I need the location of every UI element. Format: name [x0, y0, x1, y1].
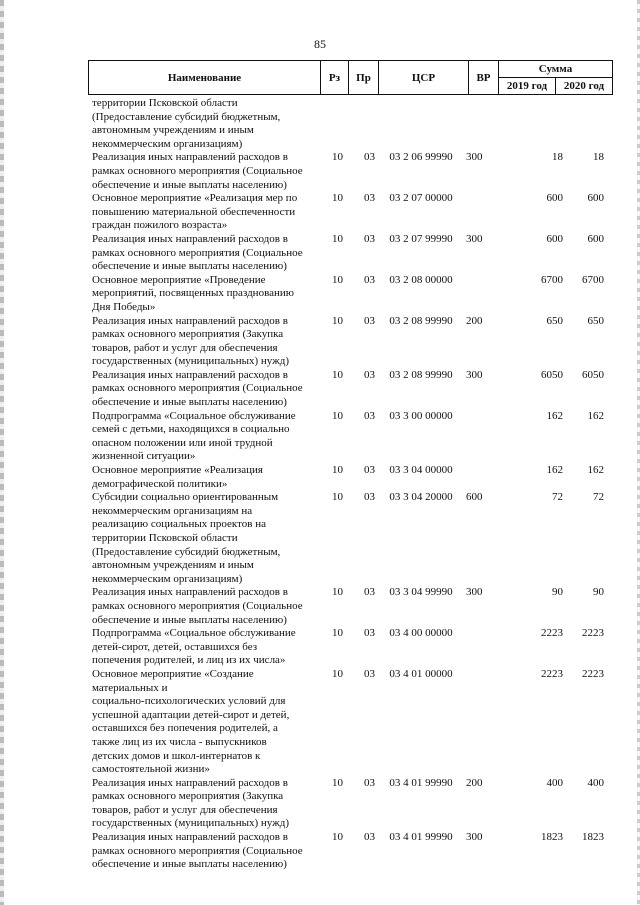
row-sum-2020: 1823	[582, 831, 604, 844]
row-name-line: Реализация иных направлений расходов в	[92, 368, 288, 381]
row-sum-2019: 18	[552, 151, 563, 164]
row-name-line: самостоятельной жизни»	[92, 763, 210, 776]
row-name	[92, 315, 318, 369]
row-name-line: Подпрограмма «Социальное обслуживание	[92, 627, 296, 640]
row-sum-2020: 90	[593, 586, 604, 599]
row-rz: 10	[332, 667, 343, 680]
row-pr: 03	[364, 831, 375, 844]
row-csr: 03 2 06 99990	[389, 151, 453, 164]
row-name	[92, 274, 318, 315]
table-row	[92, 831, 612, 872]
row-name-line: успешной адаптации детей-сирот и детей,	[92, 708, 290, 721]
row-name-line: некоммерческим организациям)	[92, 572, 243, 585]
row-rz: 10	[332, 314, 343, 327]
row-rz: 10	[332, 491, 343, 504]
row-name-line: Подпрограмма «Социальное обслуживание	[92, 409, 296, 422]
row-name-line: рамках основного мероприятия (Социальное	[92, 382, 303, 395]
row-csr: 03 3 04 00000	[389, 464, 453, 477]
row-name-line: Реализация иных направлений расходов в	[92, 776, 288, 789]
table-row	[92, 410, 612, 464]
table-row	[92, 192, 612, 233]
row-rz: 10	[332, 627, 343, 640]
row-name	[92, 369, 318, 410]
row-name-line: опасном положении или иной трудной	[92, 436, 273, 449]
row-csr: 03 2 08 00000	[389, 273, 453, 286]
row-name	[92, 151, 318, 192]
row-name-line: территории Псковской области	[92, 532, 238, 544]
table-row	[92, 315, 612, 369]
row-sum-2020: 162	[587, 409, 604, 422]
row-name-line: Реализация иных направлений расходов в	[92, 151, 288, 164]
row-name-line: Реализация иных направлений расходов в	[92, 314, 288, 327]
row-pr: 03	[364, 776, 375, 789]
row-vr: 300	[466, 368, 483, 381]
row-vr: 200	[466, 314, 483, 327]
row-name-line: рамках основного мероприятия (Социальное	[92, 844, 303, 857]
row-pr: 03	[364, 586, 375, 599]
row-name-line: государственных (муниципальных) нужд)	[92, 355, 289, 368]
row-name	[92, 586, 318, 627]
row-name	[92, 192, 318, 233]
row-sum-2019: 2223	[541, 667, 563, 680]
row-name-line: автономным учреждениям и иным	[92, 559, 254, 572]
row-name-line: обеспечение и иные выплаты населению)	[92, 396, 287, 409]
row-name-line: реализацию социальных проектов на	[92, 518, 266, 531]
row-pr: 03	[364, 627, 375, 640]
row-sum-2019: 6050	[541, 368, 563, 381]
row-sum-2020: 2223	[582, 627, 604, 640]
row-name-line: оставшихся без попечения родителей, а	[92, 722, 278, 735]
row-name	[92, 491, 318, 586]
header-year-2020: 2020 год	[556, 78, 613, 95]
row-name	[92, 777, 318, 831]
table-header	[88, 60, 612, 95]
row-sum-2020: 400	[587, 776, 604, 789]
row-csr: 03 3 04 20000	[389, 491, 453, 504]
row-name	[92, 831, 318, 872]
row-pr: 03	[364, 151, 375, 164]
row-name-line: детских домов и школ-интернатов к	[92, 749, 261, 762]
row-name	[92, 464, 318, 491]
table-row	[92, 274, 612, 315]
row-name-line: рамках основного мероприятия (Социальное	[92, 164, 303, 177]
row-rz: 10	[332, 409, 343, 422]
row-name-line: территории Псковской области	[92, 97, 238, 109]
row-pr: 03	[364, 273, 375, 286]
table-row	[92, 464, 612, 491]
row-name-line: Основное мероприятие «Проведение	[92, 273, 266, 286]
row-pr: 03	[364, 464, 375, 477]
scan-edge-left	[0, 0, 4, 905]
table-row	[92, 97, 612, 151]
row-pr: 03	[364, 314, 375, 327]
row-rz: 10	[332, 273, 343, 286]
row-name-line: также лиц из их числа - выпускников	[92, 735, 267, 748]
row-sum-2019: 162	[546, 464, 563, 477]
row-name-line: автономным учреждениям и иным	[92, 124, 254, 137]
row-name-line: Основное мероприятие «Создание	[92, 667, 254, 680]
table-body	[92, 97, 612, 872]
row-sum-2020: 600	[587, 192, 604, 205]
row-sum-2020: 6700	[582, 273, 604, 286]
row-name-line: Реализация иных направлений расходов в	[92, 586, 288, 599]
row-name	[92, 627, 318, 668]
header-pr: Пр	[349, 61, 379, 95]
row-name-line: повышению материальной обеспеченности	[92, 205, 296, 218]
row-sum-2019: 6700	[541, 273, 563, 286]
row-pr: 03	[364, 368, 375, 381]
page-number: 85	[314, 37, 326, 51]
row-name-line: Реализация иных направлений расходов в	[92, 232, 288, 245]
row-name-line: обеспечение и иные выплаты населению)	[92, 613, 287, 626]
row-name-line: государственных (муниципальных) нужд)	[92, 817, 289, 830]
row-rz: 10	[332, 586, 343, 599]
row-vr: 300	[466, 151, 483, 164]
row-name-line: детей-сирот, детей, оставшихся без	[92, 640, 258, 653]
row-csr: 03 2 08 99990	[389, 368, 453, 381]
row-sum-2019: 600	[546, 192, 563, 205]
header-csr: ЦСР	[379, 61, 469, 95]
row-sum-2019: 400	[546, 776, 563, 789]
header-rz: Рз	[321, 61, 349, 95]
row-csr: 03 4 01 99990	[389, 776, 453, 789]
header-year-2019: 2019 год	[499, 78, 556, 95]
row-rz: 10	[332, 368, 343, 381]
row-name-line: мероприятий, посвященных празднованию	[92, 287, 294, 300]
row-name	[92, 668, 318, 777]
table-row	[92, 668, 612, 777]
row-sum-2019: 1823	[541, 831, 563, 844]
row-name	[92, 97, 318, 151]
row-pr: 03	[364, 491, 375, 504]
row-name-line: Реализация иных направлений расходов в	[92, 831, 288, 844]
table-row	[92, 491, 612, 586]
row-sum-2019: 162	[546, 409, 563, 422]
row-pr: 03	[364, 409, 375, 422]
row-sum-2020: 6050	[582, 368, 604, 381]
row-name-line: социально-психологических условий для	[92, 695, 286, 708]
row-vr: 200	[466, 776, 483, 789]
row-vr: 300	[466, 232, 483, 245]
table-row	[92, 777, 612, 831]
row-sum-2020: 650	[587, 314, 604, 327]
row-pr: 03	[364, 667, 375, 680]
header-vr: ВР	[469, 61, 499, 95]
row-csr: 03 4 01 99990	[389, 831, 453, 844]
table-row	[92, 627, 612, 668]
row-sum-2019: 72	[552, 491, 563, 504]
row-name-line: Основное мероприятие «Реализация мер по	[92, 192, 298, 205]
row-vr: 600	[466, 491, 483, 504]
row-rz: 10	[332, 192, 343, 205]
row-name-line: Дня Победы»	[92, 300, 156, 313]
row-csr: 03 4 01 00000	[389, 667, 453, 680]
row-csr: 03 2 07 00000	[389, 192, 453, 205]
row-name-line: обеспечение и иные выплаты населению)	[92, 178, 287, 191]
row-sum-2019: 600	[546, 232, 563, 245]
row-sum-2020: 18	[593, 151, 604, 164]
table-row	[92, 369, 612, 410]
header-sum: Сумма	[499, 61, 613, 78]
row-rz: 10	[332, 831, 343, 844]
row-name	[92, 410, 318, 464]
row-sum-2019: 650	[546, 314, 563, 327]
row-name-line: обеспечение и иные выплаты населению)	[92, 260, 287, 273]
row-rz: 10	[332, 151, 343, 164]
row-name-line: Субсидии социально ориентированным	[92, 491, 279, 504]
row-name-line: Основное мероприятие «Реализация	[92, 464, 263, 477]
row-name-line: рамках основного мероприятия (Закупка	[92, 790, 284, 803]
row-sum-2020: 600	[587, 232, 604, 245]
row-name-line: товаров, работ и услуг для обеспечения	[92, 341, 278, 354]
row-name-line: материальных и	[92, 681, 168, 694]
row-name-line: рамках основного мероприятия (Закупка	[92, 328, 284, 341]
row-name-line: (Предоставление субсидий бюджетным,	[92, 110, 281, 123]
row-name-line: некоммерческим организациям на	[92, 504, 253, 517]
row-name	[92, 233, 318, 274]
header-name: Наименование	[89, 61, 321, 95]
row-name-line: граждан пожилого возраста»	[92, 219, 228, 232]
row-name-line: рамках основного мероприятия (Социальное	[92, 246, 303, 259]
row-pr: 03	[364, 192, 375, 205]
table-row	[92, 233, 612, 274]
table-row	[92, 151, 612, 192]
row-name-line: обеспечение и иные выплаты населению)	[92, 858, 287, 871]
row-name-line: жизненной ситуации»	[92, 450, 196, 463]
row-name-line: рамках основного мероприятия (Социальное	[92, 599, 303, 612]
row-sum-2020: 162	[587, 464, 604, 477]
row-name-line: некоммерческим организациям)	[92, 137, 243, 150]
row-rz: 10	[332, 464, 343, 477]
row-sum-2019: 2223	[541, 627, 563, 640]
row-sum-2020: 72	[593, 491, 604, 504]
row-name-line: товаров, работ и услуг для обеспечения	[92, 803, 278, 816]
row-csr: 03 2 07 99990	[389, 232, 453, 245]
table-row	[92, 586, 612, 627]
row-csr: 03 4 00 00000	[389, 627, 453, 640]
row-name-line: попечения родителей, и лиц из их числа»	[92, 654, 286, 667]
row-name-line: демографической политики»	[92, 477, 228, 490]
row-sum-2019: 90	[552, 586, 563, 599]
row-vr: 300	[466, 586, 483, 599]
row-csr: 03 3 04 99990	[389, 586, 453, 599]
row-csr: 03 3 00 00000	[389, 409, 453, 422]
row-pr: 03	[364, 232, 375, 245]
row-name-line: (Предоставление субсидий бюджетным,	[92, 545, 281, 558]
row-rz: 10	[332, 232, 343, 245]
row-vr: 300	[466, 831, 483, 844]
row-name-line: семей с детьми, находящихся в социально	[92, 423, 290, 436]
row-csr: 03 2 08 99990	[389, 314, 453, 327]
row-sum-2020: 2223	[582, 667, 604, 680]
row-rz: 10	[332, 776, 343, 789]
